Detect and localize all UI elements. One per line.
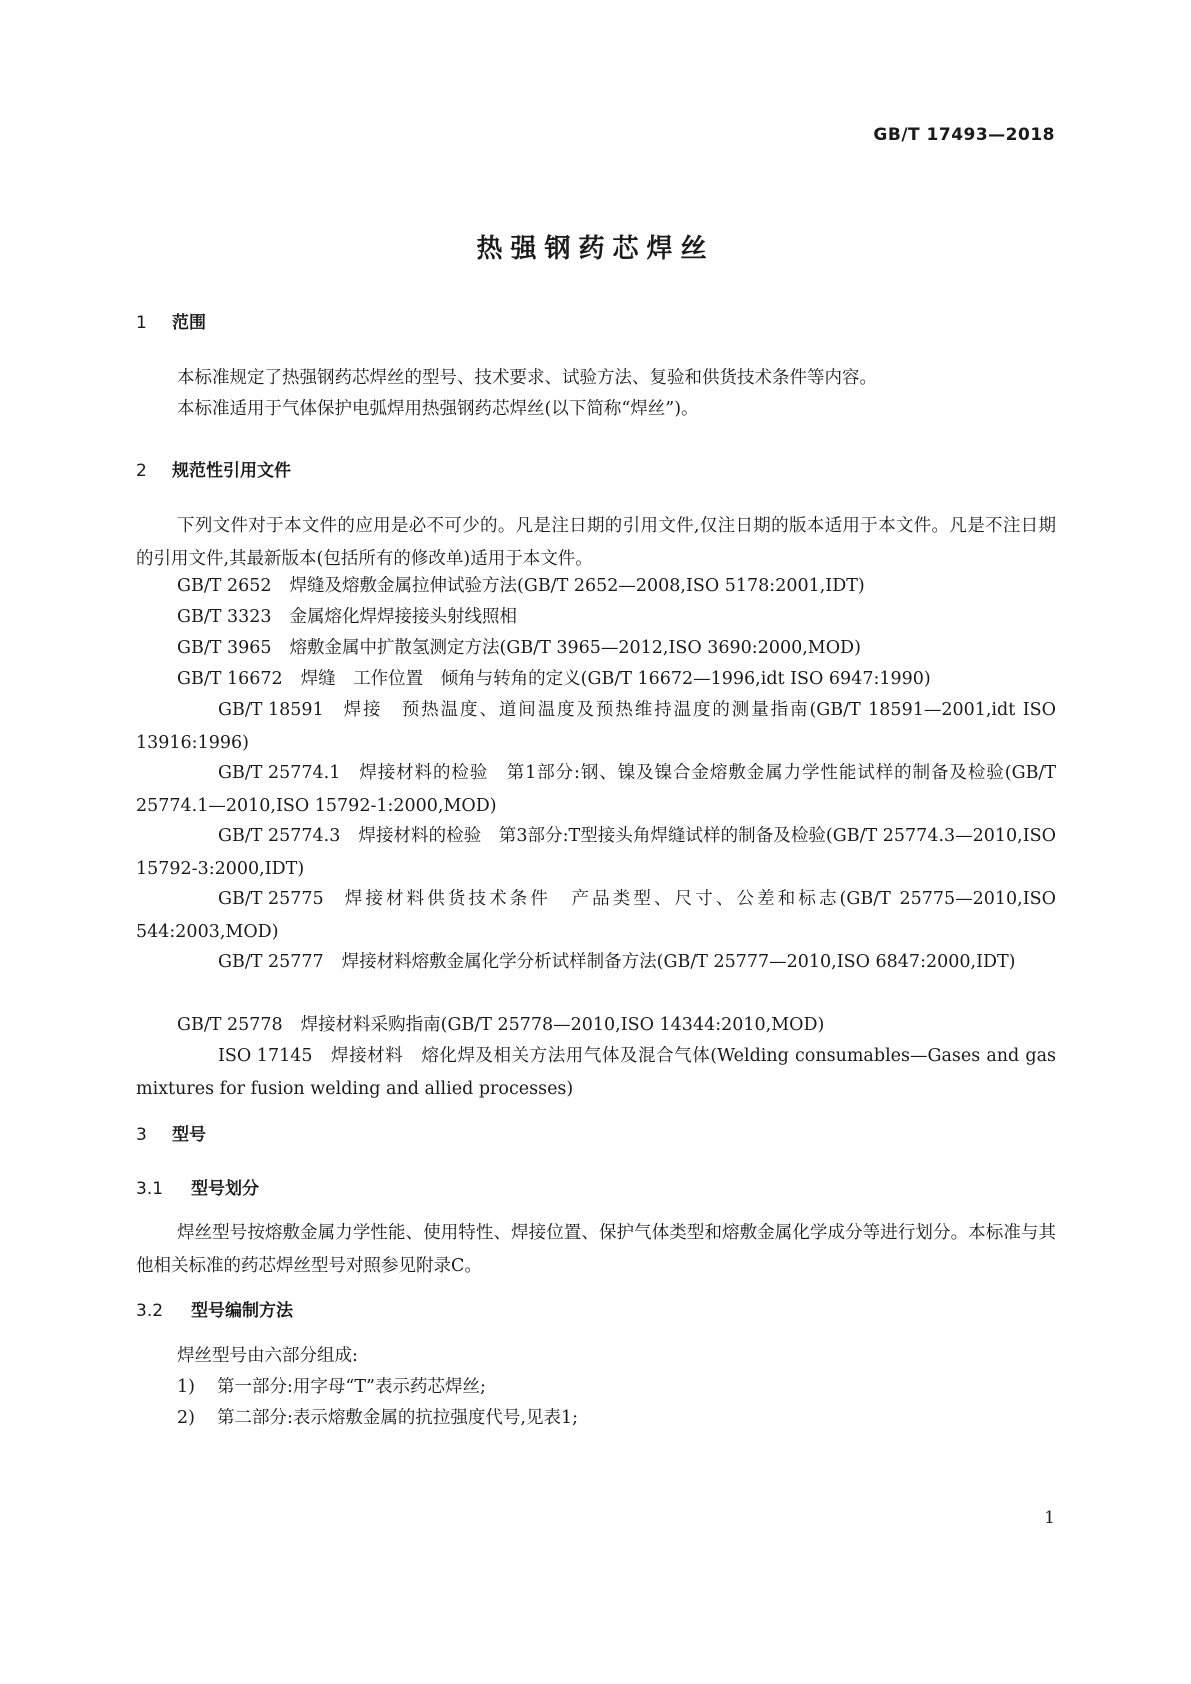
section-number: 3.1: [136, 1179, 164, 1199]
reference-title: 焊接材料供货技术条件 产品类型、尺寸、公差和标志(GB/T 25775—2010,ISO 544:2003,MOD): [136, 889, 1056, 942]
reference-item: [136, 601, 1056, 634]
reference-title: 焊缝 工作位置 倾角与转角的定义(GB/T 16672—1996,idt ISO 6947:1990): [300, 669, 931, 689]
reference-item: [136, 757, 1056, 823]
standard-code: GB/T 17493—2018: [873, 125, 1055, 145]
section-heading-3: [136, 1120, 206, 1145]
reference-title: 焊接 预热温度、道间温度及预热维持温度的测量指南(GB/T 18591—2001,idt ISO 13916:1996): [136, 700, 1056, 753]
section-title: 型号: [172, 1125, 206, 1145]
reference-title: 焊接材料的检验 第1部分:钢、镍及镍合金熔敷金属力学性能试样的制备及检验(GB/T 25774.1—2010,ISO 15792-1:2000,MOD): [136, 763, 1056, 816]
reference-code: GB/T 25775: [218, 889, 324, 909]
reference-code: GB/T 16672: [177, 669, 283, 689]
reference-code: GB/T 3965: [177, 638, 272, 658]
section-title: 规范性引用文件: [172, 461, 291, 481]
section-title: 范围: [172, 313, 206, 333]
reference-title: 焊接材料 熔化焊及相关方法用气体及混合气体(Welding consumables—Gases and gas mixtures for fusion welding and allied processes): [136, 1046, 1056, 1099]
section-heading-2: [136, 456, 291, 481]
section-number: 3.2: [136, 1301, 164, 1321]
reference-title: 焊接材料采购指南(GB/T 25778—2010,ISO 14344:2010,MOD): [300, 1015, 825, 1035]
reference-item: [136, 820, 1056, 886]
reference-title: 焊缝及熔敷金属拉伸试验方法(GB/T 2652—2008,ISO 5178:2001,IDT): [289, 576, 865, 596]
reference-code: GB/T 2652: [177, 576, 272, 596]
list-item: [177, 1371, 486, 1404]
reference-code: GB/T 3323: [177, 607, 272, 627]
paragraph: 本标准规定了热强钢药芯焊丝的型号、技术要求、试验方法、复验和供货技术条件等内容。: [177, 368, 877, 388]
reference-code: GB/T 18591: [218, 700, 324, 720]
section-title: 型号划分: [191, 1179, 259, 1199]
reference-code: ISO 17145: [218, 1046, 313, 1066]
paragraph: 本标准适用于气体保护电弧焊用热强钢药芯焊丝(以下简称“焊丝”)。: [177, 399, 699, 419]
reference-item: [136, 883, 1056, 949]
reference-title: 金属熔化焊焊接接头射线照相: [289, 607, 518, 627]
reference-item: [136, 694, 1056, 760]
list-text: 第一部分:用字母“T”表示药芯焊丝;: [217, 1377, 486, 1397]
list-marker: 2): [177, 1408, 195, 1428]
paragraph: 下列文件对于本文件的应用是必不可少的。凡是注日期的引用文件,仅注日期的版本适用于本文件。凡是不注日期的引用文件,其最新版本(包括所有的修改单)适用于本文件。: [136, 516, 1056, 569]
document-title: 热强钢药芯焊丝: [476, 234, 715, 264]
reference-title: 熔敷金属中扩散氢测定方法(GB/T 3965—2012,ISO 3690:2000,MOD): [289, 638, 861, 658]
list-marker: 1): [177, 1377, 195, 1397]
section-number: 3: [136, 1125, 147, 1145]
section-title: 型号编制方法: [191, 1301, 293, 1321]
reference-title: 焊接材料的检验 第3部分:T型接头角焊缝试样的制备及检验(GB/T 25774.3—2010,ISO 15792-3:2000,IDT): [136, 826, 1056, 879]
section-heading-1: [136, 308, 206, 333]
reference-code: GB/T 25774.1: [218, 763, 341, 783]
paragraph: 焊丝型号按熔敷金属力学性能、使用特性、焊接位置、保护气体类型和熔敷金属化学成分等进行划分。本标准与其他相关标准的药芯焊丝型号对照参见附录C。: [136, 1223, 1056, 1276]
reference-item: [136, 1040, 1056, 1106]
page-number: 1: [1044, 1508, 1055, 1528]
list-text: 第二部分:表示熔敷金属的抗拉强度代号,见表1;: [217, 1408, 578, 1428]
reference-title: 焊接材料熔敷金属化学分析试样制备方法(GB/T 25777—2010,ISO 6847:2000,IDT): [341, 952, 1016, 972]
paragraph: 焊丝型号由六部分组成:: [177, 1346, 358, 1366]
reference-item: [136, 663, 1056, 696]
list-item: [177, 1402, 578, 1435]
section-heading-3-2: [136, 1296, 293, 1321]
reference-item: [136, 1009, 1056, 1042]
reference-item: [136, 946, 1056, 979]
reference-code: GB/T 25777: [218, 952, 324, 972]
section-number: 2: [136, 461, 147, 481]
reference-code: GB/T 25774.3: [218, 826, 341, 846]
reference-item: [136, 570, 1056, 603]
section-heading-3-1: [136, 1174, 259, 1199]
reference-item: [136, 632, 1056, 665]
reference-code: GB/T 25778: [177, 1015, 283, 1035]
section-number: 1: [136, 313, 147, 333]
